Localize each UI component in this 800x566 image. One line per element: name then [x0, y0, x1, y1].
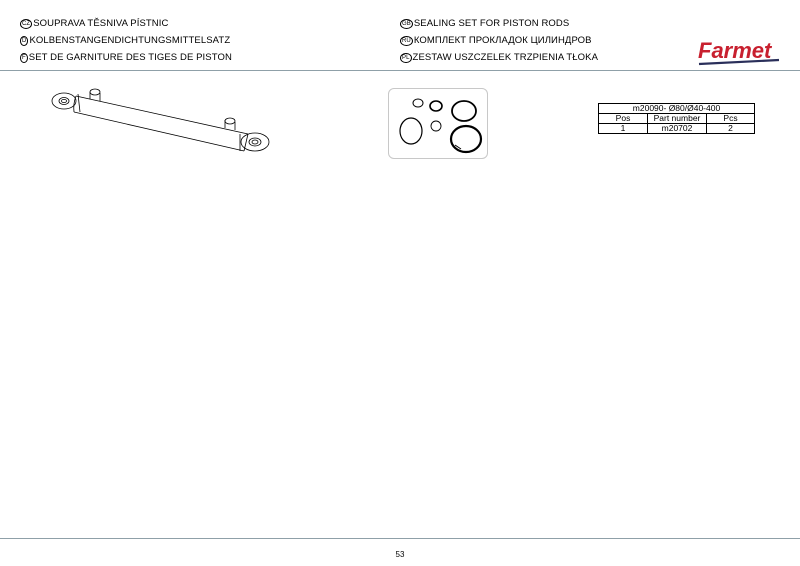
header-title-d: D KOLBENSTANGENDICHTUNGSMITTELSATZ [22, 35, 231, 46]
cell-pos: 1 [599, 124, 648, 134]
seal-kit-picture-frame [388, 88, 488, 159]
parts-table-title: m20090- Ø80/Ø40-400 [599, 104, 755, 114]
header-title-gb: GB SEALING SET FOR PISTON RODS [402, 18, 570, 29]
svg-text:Farmet: Farmet [698, 38, 772, 63]
column-header-pos: Pos [599, 114, 648, 124]
header-title-pl: PL ZESTAW USZCZELEK TRZPIENIA TŁOKA [402, 52, 599, 63]
header-title-cz: CZ SOUPRAVA TĚSNIVA PÍSTNIC [22, 18, 169, 29]
column-header-part-number: Part number [648, 114, 707, 124]
page-number: 53 [395, 550, 405, 559]
table-row [599, 124, 755, 134]
parts-table [598, 103, 755, 134]
hydraulic-cylinder-drawing [44, 82, 280, 162]
seal-kit-drawing [389, 89, 487, 158]
cell-part-number: m20702 [648, 124, 707, 134]
header-title-ru: RU КОМПЛЕКТ ПРОКЛАДОК ЦИЛИНДРОВ [402, 35, 592, 46]
farmet-logo [697, 37, 783, 67]
column-header-pcs: Pcs [707, 114, 755, 124]
footer-divider [0, 538, 800, 539]
parts-table-title-row [599, 104, 755, 114]
parts-table-header-row [599, 114, 755, 124]
header-divider [0, 70, 800, 71]
header-title-f: F SET DE GARNITURE DES TIGES DE PISTON [22, 52, 232, 63]
cell-pcs: 2 [707, 124, 755, 134]
